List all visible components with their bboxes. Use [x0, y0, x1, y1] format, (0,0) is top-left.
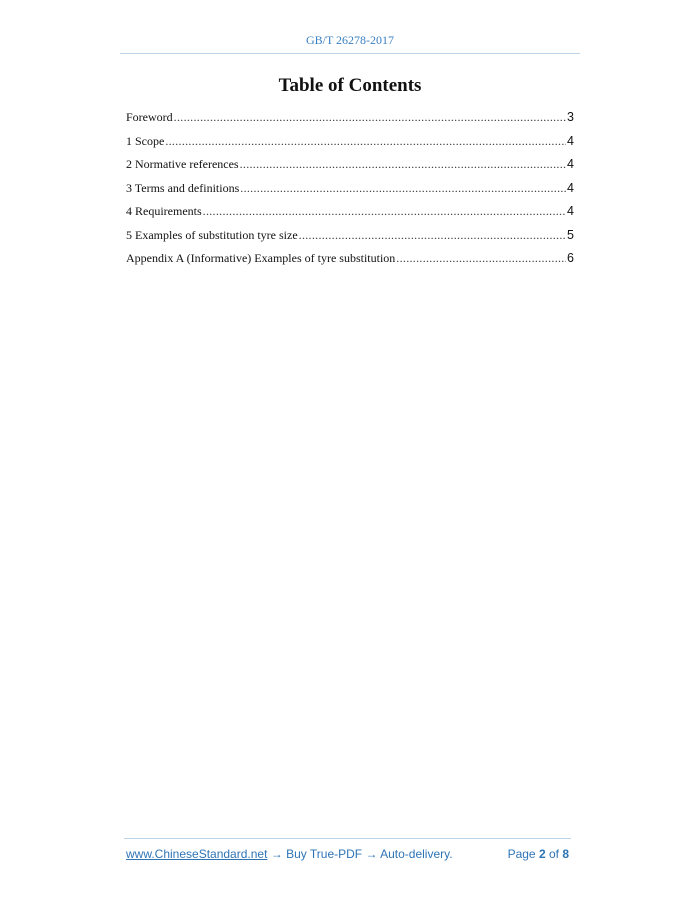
page-of-label: of [545, 847, 563, 861]
toc-page-number: 4 [567, 204, 574, 218]
toc-entry-appendix-a[interactable] [126, 251, 574, 275]
page-total: 8 [562, 847, 569, 861]
toc-page-number: 4 [567, 157, 574, 171]
toc-page-number: 4 [567, 133, 574, 148]
toc-dot-leader [299, 228, 566, 243]
toc-dot-leader [174, 110, 566, 125]
toc-entry-normative-references[interactable] [126, 157, 574, 181]
toc-entry-label: 2 Normative references [126, 157, 239, 171]
page-current: 2 [538, 847, 546, 861]
toc-dot-leader [203, 204, 566, 219]
toc-entry-label: 1 Scope [126, 133, 165, 148]
toc-entry-label: 3 Terms and definitions [126, 180, 240, 195]
toc-entry-scope[interactable] [126, 134, 574, 158]
header-divider [120, 53, 580, 54]
toc-entry-foreword[interactable] [126, 110, 574, 134]
toc-page-number: 3 [567, 110, 574, 124]
footer-promo [126, 847, 453, 861]
toc-page-number: 5 [567, 227, 574, 242]
toc-dot-leader [396, 251, 566, 266]
toc-page-number: 4 [567, 180, 574, 195]
toc-entry-terms-and-definitions[interactable] [126, 181, 574, 205]
standard-code: GB/T 26278-2017 [305, 33, 395, 47]
footer-tagline: → Buy True-PDF → Auto-delivery. [267, 847, 453, 861]
page-footer [126, 847, 571, 861]
toc-list [126, 110, 574, 275]
footer-divider [124, 838, 571, 839]
page-label: Page [507, 847, 539, 861]
toc-dot-leader [165, 134, 566, 149]
page-indicator [508, 847, 571, 861]
toc-dot-leader [240, 157, 566, 172]
toc-entry-label: 5 Examples of substitution tyre size [126, 227, 298, 242]
toc-page-number: 6 [567, 251, 574, 265]
website-link[interactable]: www.ChineseStandard.net [126, 847, 268, 861]
toc-entry-requirements[interactable] [126, 204, 574, 228]
toc-dot-leader [240, 181, 566, 196]
toc-entry-examples-substitution-tyre-size[interactable] [126, 228, 574, 252]
toc-entry-label: Appendix A (Informative) Examples of tyre substitution [126, 251, 396, 265]
toc-title: Table of Contents [278, 75, 422, 96]
toc-entry-label: 4 Requirements [126, 204, 202, 218]
toc-entry-label: Foreword [126, 110, 173, 124]
